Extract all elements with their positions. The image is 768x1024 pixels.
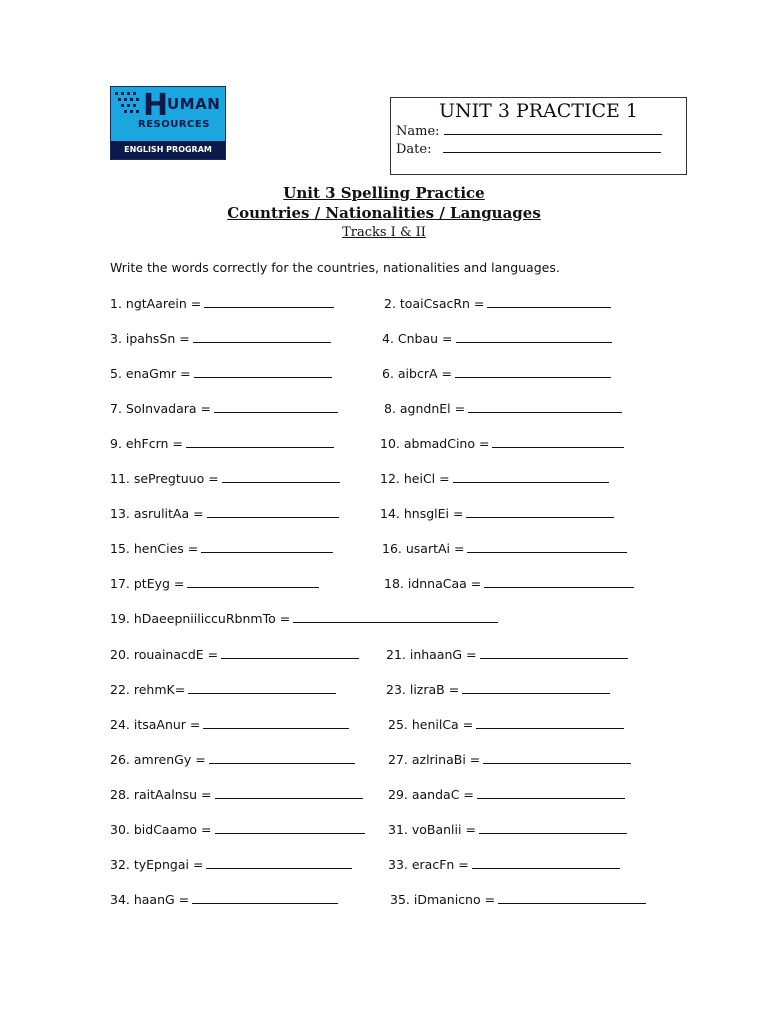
logo bbox=[110, 86, 226, 160]
list-item[interactable]: 5. enaGmr = bbox=[110, 366, 332, 382]
list-item[interactable]: 10. abmadCino = bbox=[380, 436, 624, 452]
list-item[interactable]: 23. lizraB = bbox=[386, 682, 610, 698]
instructions: Write the words correctly for the countries, nationalities and languages. bbox=[110, 260, 560, 275]
list-item[interactable]: 18. idnnaCaa = bbox=[384, 576, 634, 592]
list-item[interactable]: 29. aandaC = bbox=[388, 787, 625, 803]
list-item[interactable]: 7. SoInvadara = bbox=[110, 401, 338, 417]
list-item[interactable]: 3. ipahsSn = bbox=[110, 331, 331, 347]
name-line[interactable] bbox=[444, 123, 662, 135]
list-item[interactable]: 26. amrenGy = bbox=[110, 752, 355, 768]
list-item[interactable]: 22. rehmK= bbox=[110, 682, 336, 698]
list-item[interactable]: 6. aibcrA = bbox=[382, 366, 611, 382]
list-item[interactable]: 8. agndnEl = bbox=[384, 401, 622, 417]
list-item[interactable]: 21. inhaanG = bbox=[386, 647, 628, 663]
list-item[interactable]: 2. toaiCsacRn = bbox=[384, 296, 611, 312]
heading-topics: Countries / Nationalities / Languages bbox=[227, 204, 541, 222]
date-line[interactable] bbox=[443, 141, 661, 153]
list-item[interactable]: 16. usartAi = bbox=[382, 541, 627, 557]
list-item[interactable]: 33. eracFn = bbox=[388, 857, 620, 873]
list-item[interactable]: 13. asrulitAa = bbox=[110, 506, 339, 522]
logo-big-letter: H bbox=[143, 88, 169, 123]
list-item[interactable]: 30. bidCaamo = bbox=[110, 822, 365, 838]
logo-word: UMAN bbox=[167, 95, 221, 113]
list-item[interactable]: 20. rouainacdE = bbox=[110, 647, 359, 663]
list-item[interactable]: 12. heiCl = bbox=[380, 471, 609, 487]
name-label: Name: bbox=[396, 124, 440, 139]
list-item[interactable]: 1. ngtAarein = bbox=[110, 296, 334, 312]
list-item[interactable]: 25. henilCa = bbox=[388, 717, 624, 733]
list-item[interactable]: 32. tyEpngai = bbox=[110, 857, 352, 873]
list-item[interactable]: 27. azlrinaBi = bbox=[388, 752, 631, 768]
list-item[interactable]: 35. iDmanicno = bbox=[390, 892, 646, 908]
list-item[interactable]: 4. Cnbau = bbox=[382, 331, 612, 347]
list-item[interactable]: 9. ehFcrn = bbox=[110, 436, 334, 452]
heading-tracks: Tracks I & II bbox=[342, 225, 426, 240]
name-field[interactable] bbox=[396, 123, 662, 140]
date-field[interactable] bbox=[396, 141, 661, 158]
list-item[interactable]: 31. voBanlii = bbox=[388, 822, 627, 838]
heading-spelling-practice: Unit 3 Spelling Practice bbox=[283, 184, 485, 202]
list-item[interactable]: 24. itsaAnur = bbox=[110, 717, 349, 733]
list-item[interactable]: 19. hDaeepniiliccuRbnmTo = bbox=[110, 611, 498, 627]
list-item[interactable]: 17. ptEyg = bbox=[110, 576, 319, 592]
list-item[interactable]: 14. hnsglEi = bbox=[380, 506, 614, 522]
page-title: UNIT 3 PRACTICE 1 bbox=[438, 100, 639, 122]
logo-subword: RESOURCES bbox=[138, 119, 210, 130]
logo-program: ENGLISH PROGRAM bbox=[124, 145, 212, 154]
list-item[interactable]: 34. haanG = bbox=[110, 892, 338, 908]
list-item[interactable]: 28. raitAalnsu = bbox=[110, 787, 363, 803]
list-item[interactable]: 11. sePregtuuo = bbox=[110, 471, 340, 487]
date-label: Date: bbox=[396, 142, 432, 157]
list-item[interactable]: 15. henCies = bbox=[110, 541, 333, 557]
